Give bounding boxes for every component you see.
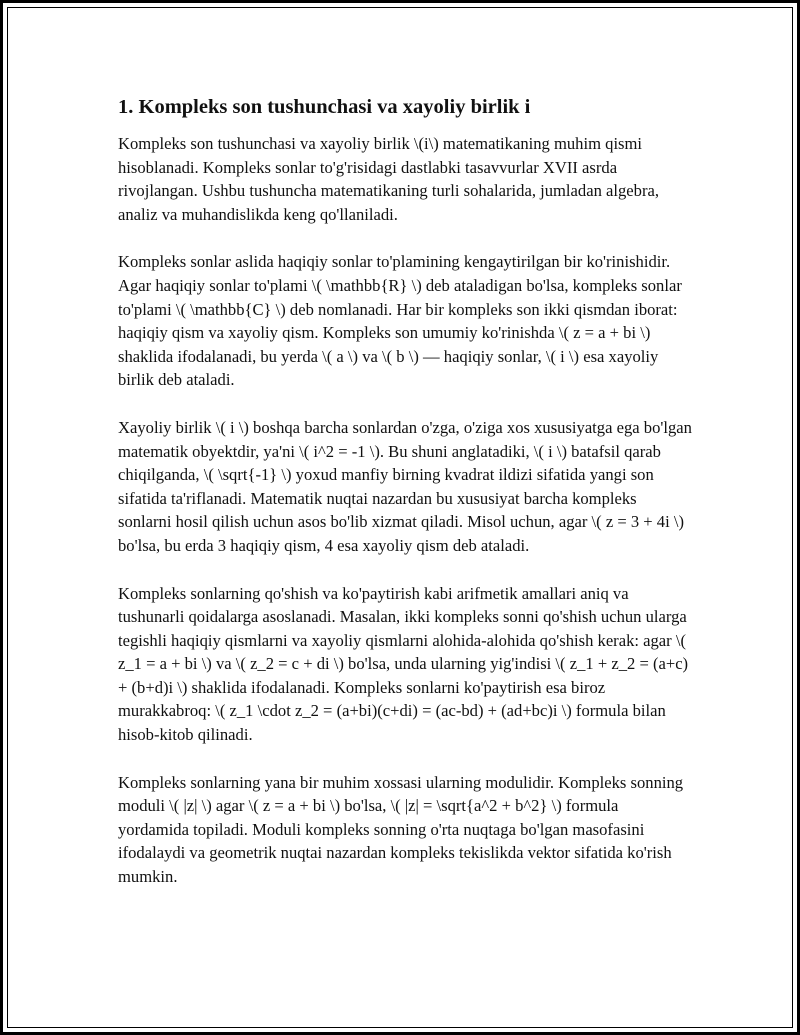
paragraph-definition: Kompleks sonlar aslida haqiqiy sonlar to'plamining kengaytirilgan bir ko'rinishidir. Agar haqiqiy sonlar to'plami \( \mathbb{R} \) deb ataladigan bo'lsa, kompleks sonlar to'plami \( \mathbb{C} \) deb nomlanadi. Har bir kompleks son ikki qismdan iborat: haqiqiy qism va xayoliy qism. Kompleks son umumiy ko'rinishda \( z = a + bi \) shaklida ifodalanadi, bu yerda \( a \) va \( b \) — haqiqiy sonlar, \( i \) esa xayoliy birlik deb ataladi. (118, 252, 682, 390)
section-heading: 1. Kompleks son tushunchasi va xayoliy birlik i (118, 96, 531, 118)
document-body (118, 94, 693, 913)
paragraph-intro: Kompleks son tushunchasi va xayoliy birlik \(i\) matematikaning muhim qismi hisoblanadi. Kompleks sonlar to'g'risidagi dastlabki tasavvurlar XVII asrda rivojlangan. Ushbu tushuncha matematikaning turli sohalarida, jumladan algebra, analiz va muhandislikda keng qo'llaniladi. (118, 134, 659, 224)
paragraph-imaginary-unit: Xayoliy birlik \( i \) boshqa barcha sonlardan o'zga, o'ziga xos xususiyatga ega bo'lgan matematik obyektdir, ya'ni \( i^2 = -1 \). Bu shuni anglatadiki, \( i \) batafsil qarab chiqilganda, \( \sqrt{-1} \) yoxud manfiy birning kvadrat ildizi sifatida yangi son sifatida ta'riflanadi. Matematik nuqtai nazardan bu xususiyat barcha kompleks sonlarni hosil qilish uchun asos bo'lib xizmat qiladi. Misol uchun, agar \( z = 3 + 4i \) bo'lsa, bu erda 3 haqiqiy qism, 4 esa xayoliy qism deb ataladi. (118, 417, 692, 555)
paragraph-arithmetic: Kompleks sonlarning qo'shish va ko'paytirish kabi arifmetik amallari aniq va tushunarli qoidalarga asoslanadi. Masalan, ikki kompleks sonni qo'shish uchun ularga tegishli haqiqiy qismlarni va xayoliy qismlarni alohida-alohida qo'shish kerak: agar \( z_1 = a + bi \) va \( z_2 = c + di \) bo'lsa, unda ularning yig'indisi \( z_1 + z_2 = (a+c) + (b+d)i \) shaklida ifodalanadi. Kompleks sonlarni ko'paytirish esa biroz murakkabroq: \( z_1 \cdot z_2 = (a+bi)(c+di) = (ac-bd) + (ad+bc)i \) formula bilan hisob-kitob qilinadi. (118, 583, 689, 745)
paragraph-modulus: Kompleks sonlarning yana bir muhim xossasi ularning modulidir. Kompleks sonning moduli \( |z| \) agar \( z = a + bi \) bo'lsa, \( |z| = \sqrt{a^2 + b^2} \) formula yordamida topiladi. Moduli kompleks sonning o'rta nuqtaga bo'lgan masofasini ifodalaydi va geometrik nuqtai nazardan kompleks tekislikda vektor sifatida ko'rish mumkin. (118, 772, 684, 887)
